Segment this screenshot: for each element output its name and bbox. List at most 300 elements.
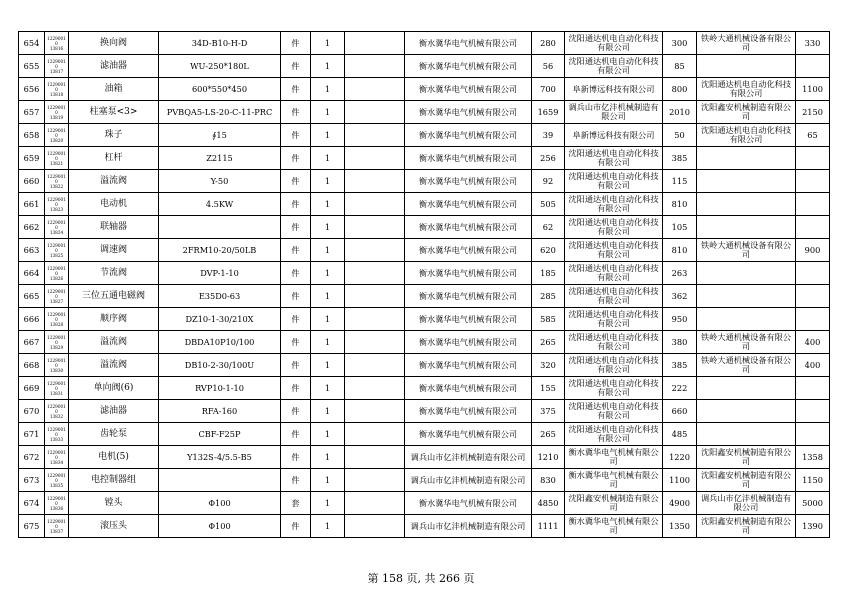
row-number: 671 bbox=[19, 423, 45, 446]
item-code: 12290010 13836 bbox=[45, 492, 69, 515]
item-name: 换向阀 bbox=[69, 32, 159, 55]
blank-cell bbox=[345, 400, 405, 423]
blank-cell bbox=[345, 492, 405, 515]
item-name: 溢流阀 bbox=[69, 331, 159, 354]
price-1: 830 bbox=[532, 469, 565, 492]
item-spec: DVP-1-10 bbox=[159, 262, 281, 285]
price-2: 385 bbox=[663, 354, 697, 377]
item-spec: PVBQA5-LS-20-C-11-PRC bbox=[159, 101, 281, 124]
price-3: 1358 bbox=[796, 446, 830, 469]
supplier-3: 铁岭大通机械设备有限公司 bbox=[697, 354, 796, 377]
price-3: 400 bbox=[796, 354, 830, 377]
item-unit: 件 bbox=[281, 262, 311, 285]
table-row bbox=[19, 354, 830, 377]
item-name: 电动机 bbox=[69, 193, 159, 216]
item-quantity: 1 bbox=[311, 124, 345, 147]
item-unit: 件 bbox=[281, 170, 311, 193]
price-2: 950 bbox=[663, 308, 697, 331]
row-number: 654 bbox=[19, 32, 45, 55]
item-name: 调速阀 bbox=[69, 239, 159, 262]
supplier-2: 沈阳通达机电自动化科技有限公司 bbox=[565, 147, 663, 170]
item-quantity: 1 bbox=[311, 446, 345, 469]
row-number: 664 bbox=[19, 262, 45, 285]
item-code: 12290010 13824 bbox=[45, 216, 69, 239]
table-row bbox=[19, 377, 830, 400]
row-number: 659 bbox=[19, 147, 45, 170]
price-1: 320 bbox=[532, 354, 565, 377]
price-2: 105 bbox=[663, 216, 697, 239]
supplier-2: 沈阳通达机电自动化科技有限公司 bbox=[565, 308, 663, 331]
item-spec: CBF-F25P bbox=[159, 423, 281, 446]
item-quantity: 1 bbox=[311, 32, 345, 55]
blank-cell bbox=[345, 446, 405, 469]
item-quantity: 1 bbox=[311, 400, 345, 423]
item-quantity: 1 bbox=[311, 147, 345, 170]
item-spec: DB10-2-30/100U bbox=[159, 354, 281, 377]
item-code: 12290010 13837 bbox=[45, 515, 69, 538]
item-code: 12290010 13825 bbox=[45, 239, 69, 262]
item-name: 齿轮泵 bbox=[69, 423, 159, 446]
price-1: 155 bbox=[532, 377, 565, 400]
item-spec: 4.5KW bbox=[159, 193, 281, 216]
blank-cell bbox=[345, 193, 405, 216]
supplier-1: 衡水冀华电气机械有限公司 bbox=[405, 55, 532, 78]
item-code: 12290010 13832 bbox=[45, 400, 69, 423]
price-3 bbox=[796, 400, 830, 423]
supplier-2: 沈阳通达机电自动化科技有限公司 bbox=[565, 170, 663, 193]
item-quantity: 1 bbox=[311, 308, 345, 331]
supplier-2: 沈阳通达机电自动化科技有限公司 bbox=[565, 285, 663, 308]
price-3: 900 bbox=[796, 239, 830, 262]
supplier-1: 衡水冀华电气机械有限公司 bbox=[405, 331, 532, 354]
price-2: 300 bbox=[663, 32, 697, 55]
supplier-3 bbox=[697, 147, 796, 170]
supplier-1: 衡水冀华电气机械有限公司 bbox=[405, 124, 532, 147]
table-row bbox=[19, 147, 830, 170]
table-row bbox=[19, 446, 830, 469]
blank-cell bbox=[345, 78, 405, 101]
row-number: 667 bbox=[19, 331, 45, 354]
supplier-3: 铁岭大通机械设备有限公司 bbox=[697, 32, 796, 55]
blank-cell bbox=[345, 423, 405, 446]
item-quantity: 1 bbox=[311, 423, 345, 446]
supplier-3 bbox=[697, 262, 796, 285]
table-row bbox=[19, 469, 830, 492]
row-number: 662 bbox=[19, 216, 45, 239]
item-code: 12290010 13828 bbox=[45, 308, 69, 331]
table-row bbox=[19, 262, 830, 285]
price-3 bbox=[796, 55, 830, 78]
item-name: 溢流阀 bbox=[69, 354, 159, 377]
item-name: 电控制器组 bbox=[69, 469, 159, 492]
supplier-1: 调兵山市亿沣机械制造有限公司 bbox=[405, 469, 532, 492]
price-1: 505 bbox=[532, 193, 565, 216]
item-code: 12290010 13834 bbox=[45, 446, 69, 469]
price-1: 62 bbox=[532, 216, 565, 239]
price-3: 65 bbox=[796, 124, 830, 147]
price-2: 4900 bbox=[663, 492, 697, 515]
item-quantity: 1 bbox=[311, 515, 345, 538]
item-name: 电机(5) bbox=[69, 446, 159, 469]
supplier-3 bbox=[697, 285, 796, 308]
item-code: 12290010 13819 bbox=[45, 101, 69, 124]
item-unit: 套 bbox=[281, 492, 311, 515]
item-unit: 件 bbox=[281, 239, 311, 262]
supplier-2: 沈阳通达机电自动化科技有限公司 bbox=[565, 354, 663, 377]
supplier-2: 沈阳通达机电自动化科技有限公司 bbox=[565, 55, 663, 78]
item-spec bbox=[159, 469, 281, 492]
item-quantity: 1 bbox=[311, 216, 345, 239]
price-2: 115 bbox=[663, 170, 697, 193]
price-3 bbox=[796, 423, 830, 446]
item-code: 12290010 13818 bbox=[45, 78, 69, 101]
table-row bbox=[19, 216, 830, 239]
supplier-2: 沈阳通达机电自动化科技有限公司 bbox=[565, 262, 663, 285]
row-number: 674 bbox=[19, 492, 45, 515]
item-spec: 600*550*450 bbox=[159, 78, 281, 101]
blank-cell bbox=[345, 515, 405, 538]
table-row bbox=[19, 331, 830, 354]
item-name: 溢流阀 bbox=[69, 170, 159, 193]
item-unit: 件 bbox=[281, 78, 311, 101]
row-number: 656 bbox=[19, 78, 45, 101]
supplier-3: 沈阳鑫安机械制造有限公司 bbox=[697, 446, 796, 469]
item-unit: 件 bbox=[281, 446, 311, 469]
supplier-3 bbox=[697, 423, 796, 446]
item-name: 单向阀(6) bbox=[69, 377, 159, 400]
price-3: 1100 bbox=[796, 78, 830, 101]
row-number: 657 bbox=[19, 101, 45, 124]
blank-cell bbox=[345, 147, 405, 170]
item-spec: Y-50 bbox=[159, 170, 281, 193]
supplier-3 bbox=[697, 216, 796, 239]
item-unit: 件 bbox=[281, 469, 311, 492]
price-2: 380 bbox=[663, 331, 697, 354]
row-number: 663 bbox=[19, 239, 45, 262]
item-unit: 件 bbox=[281, 377, 311, 400]
item-unit: 件 bbox=[281, 193, 311, 216]
price-2: 1350 bbox=[663, 515, 697, 538]
price-1: 620 bbox=[532, 239, 565, 262]
price-3: 400 bbox=[796, 331, 830, 354]
item-spec: RVP10-1-10 bbox=[159, 377, 281, 400]
price-3: 2150 bbox=[796, 101, 830, 124]
item-quantity: 1 bbox=[311, 78, 345, 101]
item-spec: WU-250*180L bbox=[159, 55, 281, 78]
price-1: 185 bbox=[532, 262, 565, 285]
supplier-1: 衡水冀华电气机械有限公司 bbox=[405, 308, 532, 331]
price-3 bbox=[796, 285, 830, 308]
price-1: 265 bbox=[532, 331, 565, 354]
row-number: 658 bbox=[19, 124, 45, 147]
row-number: 670 bbox=[19, 400, 45, 423]
supplier-3: 铁岭大通机械设备有限公司 bbox=[697, 331, 796, 354]
item-code: 12290010 13833 bbox=[45, 423, 69, 446]
blank-cell bbox=[345, 239, 405, 262]
supplier-2: 沈阳通达机电自动化科技有限公司 bbox=[565, 32, 663, 55]
price-1: 265 bbox=[532, 423, 565, 446]
item-unit: 件 bbox=[281, 55, 311, 78]
supplier-2: 调兵山市亿沣机械制造有限公司 bbox=[565, 101, 663, 124]
price-3: 1390 bbox=[796, 515, 830, 538]
item-name: 油箱 bbox=[69, 78, 159, 101]
price-2: 810 bbox=[663, 239, 697, 262]
price-2: 1100 bbox=[663, 469, 697, 492]
supplier-1: 调兵山市亿沣机械制造有限公司 bbox=[405, 446, 532, 469]
table-row bbox=[19, 32, 830, 55]
supplier-3 bbox=[697, 400, 796, 423]
table-row bbox=[19, 124, 830, 147]
item-quantity: 1 bbox=[311, 469, 345, 492]
supplier-3 bbox=[697, 377, 796, 400]
item-spec: 34D-B10-H-D bbox=[159, 32, 281, 55]
price-2: 1220 bbox=[663, 446, 697, 469]
price-1: 4850 bbox=[532, 492, 565, 515]
item-quantity: 1 bbox=[311, 331, 345, 354]
price-2: 660 bbox=[663, 400, 697, 423]
item-quantity: 1 bbox=[311, 262, 345, 285]
item-quantity: 1 bbox=[311, 377, 345, 400]
item-unit: 件 bbox=[281, 32, 311, 55]
price-2: 85 bbox=[663, 55, 697, 78]
item-unit: 件 bbox=[281, 147, 311, 170]
row-number: 675 bbox=[19, 515, 45, 538]
price-2: 385 bbox=[663, 147, 697, 170]
item-code: 12290010 13827 bbox=[45, 285, 69, 308]
item-unit: 件 bbox=[281, 124, 311, 147]
supplier-2: 衡水冀华电气机械有限公司 bbox=[565, 469, 663, 492]
price-1: 280 bbox=[532, 32, 565, 55]
table-row bbox=[19, 101, 830, 124]
supplier-3: 沈阳鑫安机械制造有限公司 bbox=[697, 515, 796, 538]
item-code: 12290010 13820 bbox=[45, 124, 69, 147]
item-code: 12290010 13835 bbox=[45, 469, 69, 492]
blank-cell bbox=[345, 55, 405, 78]
item-quantity: 1 bbox=[311, 101, 345, 124]
blank-cell bbox=[345, 469, 405, 492]
item-quantity: 1 bbox=[311, 193, 345, 216]
item-unit: 件 bbox=[281, 515, 311, 538]
row-number: 668 bbox=[19, 354, 45, 377]
item-code: 12290010 13822 bbox=[45, 170, 69, 193]
supplier-1: 衡水冀华电气机械有限公司 bbox=[405, 170, 532, 193]
supplier-3 bbox=[697, 193, 796, 216]
supplier-1: 衡水冀华电气机械有限公司 bbox=[405, 492, 532, 515]
price-comparison-table bbox=[18, 31, 830, 538]
supplier-1: 衡水冀华电气机械有限公司 bbox=[405, 377, 532, 400]
supplier-2: 衡水冀华电气机械有限公司 bbox=[565, 515, 663, 538]
blank-cell bbox=[345, 331, 405, 354]
price-1: 700 bbox=[532, 78, 565, 101]
item-quantity: 1 bbox=[311, 170, 345, 193]
supplier-1: 衡水冀华电气机械有限公司 bbox=[405, 193, 532, 216]
item-unit: 件 bbox=[281, 216, 311, 239]
price-3 bbox=[796, 377, 830, 400]
price-1: 1659 bbox=[532, 101, 565, 124]
supplier-1: 衡水冀华电气机械有限公司 bbox=[405, 262, 532, 285]
item-code: 12290010 13817 bbox=[45, 55, 69, 78]
price-3 bbox=[796, 193, 830, 216]
row-number: 660 bbox=[19, 170, 45, 193]
blank-cell bbox=[345, 354, 405, 377]
table-row bbox=[19, 285, 830, 308]
supplier-2: 沈阳通达机电自动化科技有限公司 bbox=[565, 239, 663, 262]
blank-cell bbox=[345, 308, 405, 331]
item-quantity: 1 bbox=[311, 285, 345, 308]
supplier-2: 沈阳通达机电自动化科技有限公司 bbox=[565, 377, 663, 400]
price-1: 39 bbox=[532, 124, 565, 147]
item-quantity: 1 bbox=[311, 55, 345, 78]
blank-cell bbox=[345, 101, 405, 124]
supplier-1: 衡水冀华电气机械有限公司 bbox=[405, 400, 532, 423]
blank-cell bbox=[345, 377, 405, 400]
item-name: 联轴器 bbox=[69, 216, 159, 239]
item-spec: DZ10-1-30/210X bbox=[159, 308, 281, 331]
price-3 bbox=[796, 262, 830, 285]
supplier-1: 衡水冀华电气机械有限公司 bbox=[405, 285, 532, 308]
item-unit: 件 bbox=[281, 354, 311, 377]
price-2: 485 bbox=[663, 423, 697, 446]
supplier-2: 沈阳通达机电自动化科技有限公司 bbox=[565, 400, 663, 423]
table-row bbox=[19, 170, 830, 193]
item-name: 柱塞泵<3> bbox=[69, 101, 159, 124]
price-3 bbox=[796, 170, 830, 193]
item-name: 滤油器 bbox=[69, 55, 159, 78]
table-row bbox=[19, 78, 830, 101]
item-unit: 件 bbox=[281, 331, 311, 354]
table-row bbox=[19, 308, 830, 331]
item-code: 12290010 13826 bbox=[45, 262, 69, 285]
item-unit: 件 bbox=[281, 101, 311, 124]
page-footer: 第 158 页, 共 266 页 bbox=[367, 572, 475, 585]
item-name: 三位五通电磁阀 bbox=[69, 285, 159, 308]
row-number: 655 bbox=[19, 55, 45, 78]
price-1: 585 bbox=[532, 308, 565, 331]
blank-cell bbox=[345, 285, 405, 308]
item-spec: E35D0-63 bbox=[159, 285, 281, 308]
price-2: 263 bbox=[663, 262, 697, 285]
price-3: 5000 bbox=[796, 492, 830, 515]
item-name: 滚压头 bbox=[69, 515, 159, 538]
item-spec: 2FRM10-20/50LB bbox=[159, 239, 281, 262]
item-quantity: 1 bbox=[311, 354, 345, 377]
supplier-2: 沈阳鑫安机械制造有限公司 bbox=[565, 492, 663, 515]
blank-cell bbox=[345, 170, 405, 193]
price-1: 1111 bbox=[532, 515, 565, 538]
price-1: 1210 bbox=[532, 446, 565, 469]
price-3 bbox=[796, 147, 830, 170]
supplier-1: 衡水冀华电气机械有限公司 bbox=[405, 354, 532, 377]
table-row bbox=[19, 423, 830, 446]
item-name: 杠杆 bbox=[69, 147, 159, 170]
supplier-2: 沈阳通达机电自动化科技有限公司 bbox=[565, 331, 663, 354]
supplier-3: 沈阳通达机电自动化科技有限公司 bbox=[697, 124, 796, 147]
item-spec: Z2115 bbox=[159, 147, 281, 170]
blank-cell bbox=[345, 124, 405, 147]
item-spec: ∮15 bbox=[159, 124, 281, 147]
price-1: 375 bbox=[532, 400, 565, 423]
supplier-3: 沈阳通达机电自动化科技有限公司 bbox=[697, 78, 796, 101]
price-2: 810 bbox=[663, 193, 697, 216]
item-name: 滤油器 bbox=[69, 400, 159, 423]
supplier-3: 铁岭大通机械设备有限公司 bbox=[697, 239, 796, 262]
item-unit: 件 bbox=[281, 308, 311, 331]
supplier-1: 衡水冀华电气机械有限公司 bbox=[405, 423, 532, 446]
price-1: 92 bbox=[532, 170, 565, 193]
item-spec: Φ100 bbox=[159, 492, 281, 515]
supplier-1: 衡水冀华电气机械有限公司 bbox=[405, 32, 532, 55]
item-code: 12290010 13829 bbox=[45, 331, 69, 354]
table-row bbox=[19, 193, 830, 216]
supplier-1: 衡水冀华电气机械有限公司 bbox=[405, 216, 532, 239]
item-code: 12290010 13831 bbox=[45, 377, 69, 400]
supplier-2: 衡水冀华电气机械有限公司 bbox=[565, 446, 663, 469]
table-row bbox=[19, 515, 830, 538]
supplier-2: 沈阳通达机电自动化科技有限公司 bbox=[565, 423, 663, 446]
price-2: 222 bbox=[663, 377, 697, 400]
item-spec: Y132S-4/5.5-B5 bbox=[159, 446, 281, 469]
price-2: 2010 bbox=[663, 101, 697, 124]
item-quantity: 1 bbox=[311, 239, 345, 262]
supplier-2: 沈阳通达机电自动化科技有限公司 bbox=[565, 193, 663, 216]
blank-cell bbox=[345, 32, 405, 55]
row-number: 669 bbox=[19, 377, 45, 400]
supplier-3 bbox=[697, 308, 796, 331]
table-row bbox=[19, 400, 830, 423]
supplier-1: 衡水冀华电气机械有限公司 bbox=[405, 239, 532, 262]
price-1: 285 bbox=[532, 285, 565, 308]
item-unit: 件 bbox=[281, 285, 311, 308]
row-number: 673 bbox=[19, 469, 45, 492]
item-name: 珠子 bbox=[69, 124, 159, 147]
table-row bbox=[19, 239, 830, 262]
price-1: 256 bbox=[532, 147, 565, 170]
supplier-3: 调兵山市亿沣机械制造有限公司 bbox=[697, 492, 796, 515]
row-number: 666 bbox=[19, 308, 45, 331]
item-spec: Φ100 bbox=[159, 515, 281, 538]
item-unit: 件 bbox=[281, 423, 311, 446]
supplier-3: 沈阳鑫安机械制造有限公司 bbox=[697, 101, 796, 124]
table-row bbox=[19, 492, 830, 515]
price-2: 362 bbox=[663, 285, 697, 308]
supplier-1: 衡水冀华电气机械有限公司 bbox=[405, 101, 532, 124]
supplier-3 bbox=[697, 170, 796, 193]
supplier-2: 阜新博远科技有限公司 bbox=[565, 124, 663, 147]
row-number: 665 bbox=[19, 285, 45, 308]
price-3: 1150 bbox=[796, 469, 830, 492]
item-spec bbox=[159, 216, 281, 239]
price-3: 330 bbox=[796, 32, 830, 55]
table-row bbox=[19, 55, 830, 78]
blank-cell bbox=[345, 262, 405, 285]
price-3 bbox=[796, 308, 830, 331]
supplier-3 bbox=[697, 55, 796, 78]
item-name: 顺序阀 bbox=[69, 308, 159, 331]
item-name: 镗头 bbox=[69, 492, 159, 515]
item-code: 12290010 13823 bbox=[45, 193, 69, 216]
price-3 bbox=[796, 216, 830, 239]
supplier-1: 调兵山市亿沣机械制造有限公司 bbox=[405, 515, 532, 538]
item-unit: 件 bbox=[281, 400, 311, 423]
item-quantity: 1 bbox=[311, 492, 345, 515]
price-2: 800 bbox=[663, 78, 697, 101]
supplier-2: 阜新博远科技有限公司 bbox=[565, 78, 663, 101]
supplier-3: 沈阳鑫安机械制造有限公司 bbox=[697, 469, 796, 492]
price-2: 50 bbox=[663, 124, 697, 147]
supplier-2: 沈阳通达机电自动化科技有限公司 bbox=[565, 216, 663, 239]
price-1: 56 bbox=[532, 55, 565, 78]
row-number: 672 bbox=[19, 446, 45, 469]
